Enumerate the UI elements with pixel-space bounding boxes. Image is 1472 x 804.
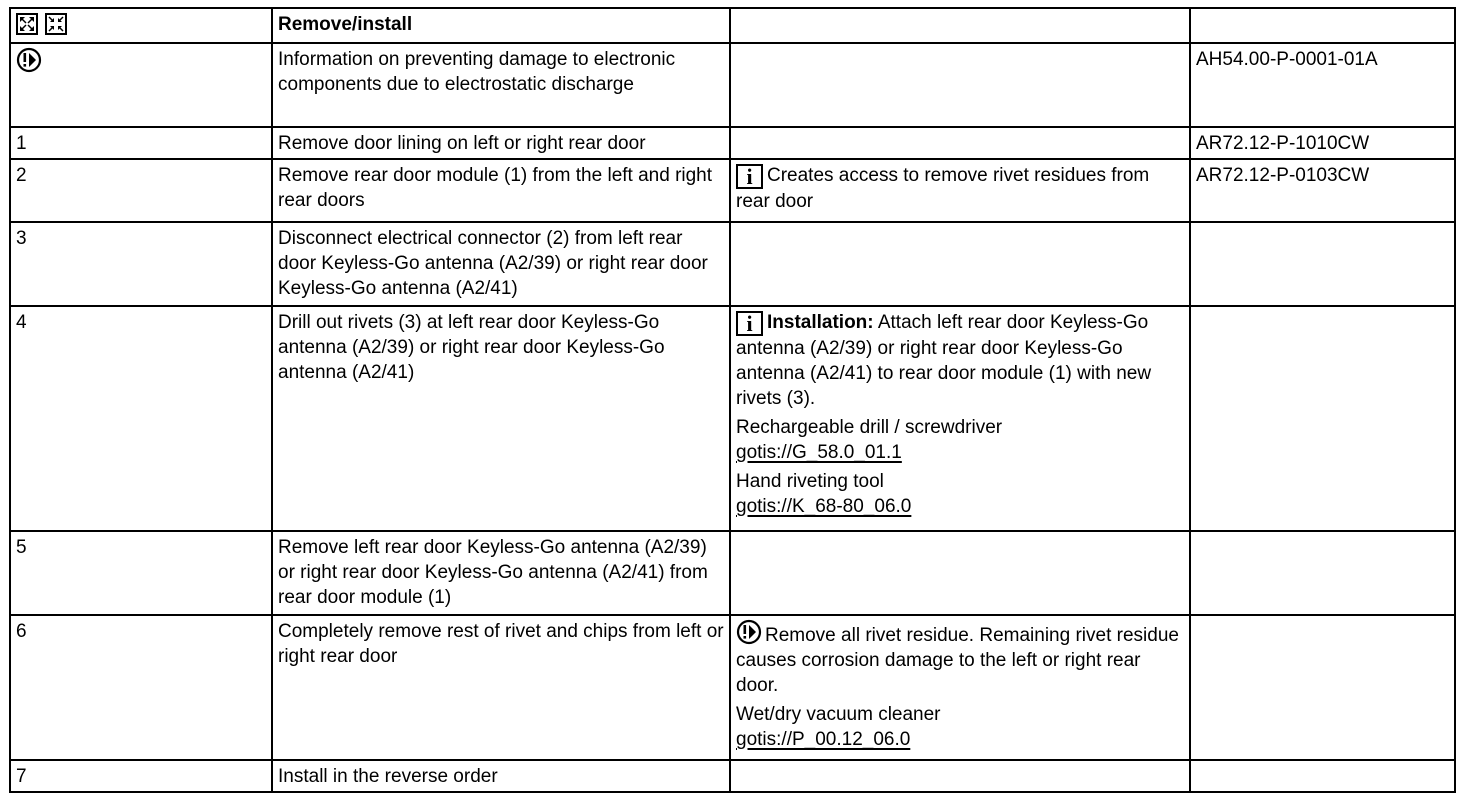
procedure-table bbox=[9, 7, 1456, 793]
note-cell bbox=[730, 615, 1190, 760]
step-number: 5 bbox=[10, 531, 272, 615]
step-number: 3 bbox=[10, 222, 272, 306]
caution-icon bbox=[736, 619, 762, 645]
tool-link[interactable]: gotis://G_58.0_01.1 bbox=[736, 442, 902, 463]
caution-icon bbox=[16, 47, 42, 73]
tool-name: Rechargeable drill / screwdriver bbox=[736, 417, 1003, 438]
note-block bbox=[736, 310, 1184, 411]
action-cell: Drill out rivets (3) at left rear door Keyless-Go antenna (A2/39) or right rear door Keyless-Go antenna (A2/41) bbox=[272, 306, 730, 531]
collapse-icon[interactable] bbox=[45, 13, 67, 35]
table-row bbox=[10, 531, 1455, 615]
header-title: Remove/install bbox=[272, 8, 730, 43]
note-cell bbox=[730, 127, 1190, 159]
note-bold-label: Installation: bbox=[767, 312, 874, 333]
note-block bbox=[736, 619, 1184, 698]
step-number: 1 bbox=[10, 127, 272, 159]
table-header-row bbox=[10, 8, 1455, 43]
ref-cell bbox=[1190, 531, 1455, 615]
tool-item bbox=[736, 702, 1184, 752]
note-cell bbox=[730, 159, 1190, 222]
tool-item bbox=[736, 469, 1184, 519]
table-row bbox=[10, 306, 1455, 531]
note-text: Remove all rivet residue. Remaining rivet residue causes corrosion damage to the left or right rear door. bbox=[736, 625, 1179, 696]
step-cell bbox=[10, 43, 272, 127]
action-cell: Install in the reverse order bbox=[272, 760, 730, 792]
ref-cell bbox=[1190, 615, 1455, 760]
note-text: Attach left rear door Keyless-Go antenna (A2/39) or right rear door Keyless-Go antenna (A2/41) to rear door module (1) with new rivets (3). bbox=[736, 312, 1152, 409]
ref-cell bbox=[1190, 306, 1455, 531]
note-cell bbox=[730, 43, 1190, 127]
action-cell: Remove left rear door Keyless-Go antenna (A2/39) or right rear door Keyless-Go antenna (A2/41) from rear door module (1) bbox=[272, 531, 730, 615]
ref-link[interactable]: AH54.00-P-0001-01A bbox=[1190, 43, 1455, 127]
note-cell bbox=[730, 760, 1190, 792]
ref-link[interactable]: AR72.12-P-0103CW bbox=[1190, 159, 1455, 222]
table-row bbox=[10, 615, 1455, 760]
action-cell: Information on preventing damage to electronic components due to electrostatic discharge bbox=[272, 43, 730, 127]
info-icon: i bbox=[736, 311, 763, 336]
step-number: 2 bbox=[10, 159, 272, 222]
step-number: 4 bbox=[10, 306, 272, 531]
tool-name: Wet/dry vacuum cleaner bbox=[736, 704, 941, 725]
table-row bbox=[10, 159, 1455, 222]
table-row bbox=[10, 222, 1455, 306]
ref-link[interactable]: AR72.12-P-1010CW bbox=[1190, 127, 1455, 159]
tool-link[interactable]: gotis://P_00.12_06.0 bbox=[736, 729, 911, 750]
table-row bbox=[10, 760, 1455, 792]
note-cell bbox=[730, 531, 1190, 615]
header-icons-cell bbox=[10, 8, 272, 43]
table-row bbox=[10, 43, 1455, 127]
info-icon: i bbox=[736, 164, 763, 189]
table-row bbox=[10, 127, 1455, 159]
note-cell bbox=[730, 222, 1190, 306]
step-number: 7 bbox=[10, 760, 272, 792]
action-cell: Remove door lining on left or right rear door bbox=[272, 127, 730, 159]
header-empty-note bbox=[730, 8, 1190, 43]
step-number: 6 bbox=[10, 615, 272, 760]
tool-link[interactable]: gotis://K_68-80_06.0 bbox=[736, 496, 912, 517]
tool-item bbox=[736, 415, 1184, 465]
expand-icon[interactable] bbox=[16, 13, 38, 35]
note-text: Creates access to remove rivet residues from rear door bbox=[736, 165, 1150, 212]
action-cell: Remove rear door module (1) from the left and right rear doors bbox=[272, 159, 730, 222]
tool-name: Hand riveting tool bbox=[736, 471, 884, 492]
ref-cell bbox=[1190, 222, 1455, 306]
header-empty-ref bbox=[1190, 8, 1455, 43]
note-cell bbox=[730, 306, 1190, 531]
action-cell: Completely remove rest of rivet and chips from left or right rear door bbox=[272, 615, 730, 760]
action-cell: Disconnect electrical connector (2) from left rear door Keyless-Go antenna (A2/39) or right rear door Keyless-Go antenna (A2/41) bbox=[272, 222, 730, 306]
ref-cell bbox=[1190, 760, 1455, 792]
